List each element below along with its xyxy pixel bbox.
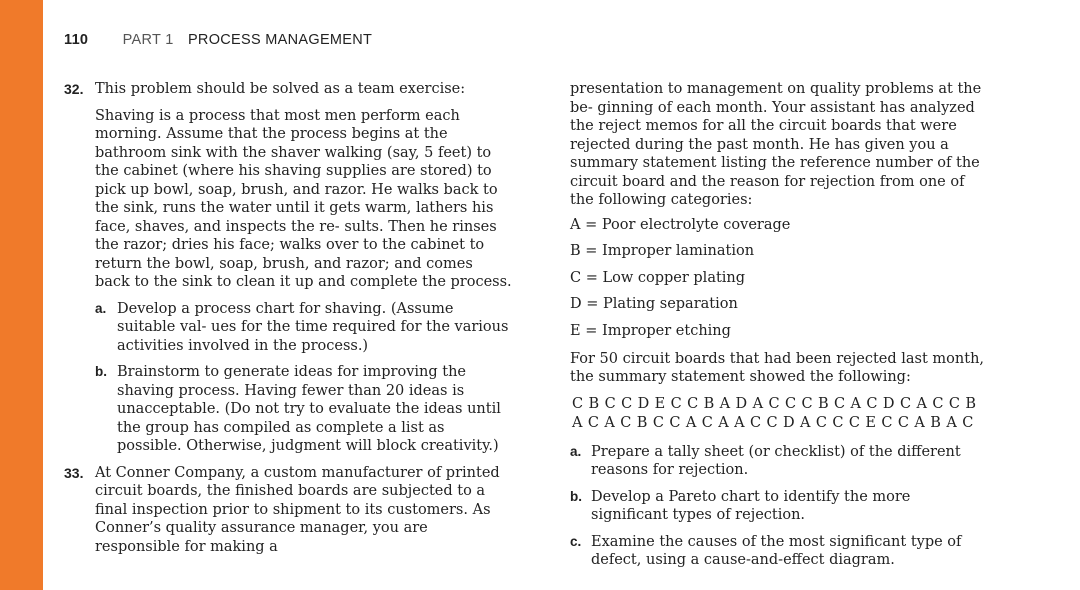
subquestion-a bbox=[570, 443, 990, 480]
page-header bbox=[64, 32, 372, 48]
category-item: C = Low copper plating bbox=[570, 269, 746, 286]
category-list bbox=[570, 216, 990, 344]
orange-margin-bar bbox=[0, 0, 43, 590]
left-column bbox=[64, 80, 512, 562]
problem-number: 33. bbox=[64, 464, 84, 481]
category-code: B bbox=[570, 243, 581, 259]
page-number: 110 bbox=[64, 32, 89, 48]
category-code: A bbox=[570, 216, 581, 233]
problem-intro: This problem should be solved as a team exercise: bbox=[95, 81, 466, 97]
subquestion-b bbox=[570, 488, 990, 525]
subquestion-label: b. bbox=[570, 488, 582, 504]
problem-body-left: At Conner Company, a custom manufacturer of printed circuit boards, the finished boards are subjected to a final inspection prior to shipment to its customers. As Conner’s quality assurance manager, you are responsible for making a bbox=[95, 464, 500, 555]
problem-32 bbox=[64, 80, 512, 456]
subquestion-a bbox=[95, 300, 512, 356]
category-item: D = Plating separation bbox=[570, 296, 738, 312]
subquestion-c bbox=[570, 533, 990, 570]
sequence-line-1: C B C C D E C C B A D A C C C B C A C D C A C C B bbox=[572, 395, 977, 412]
right-column bbox=[570, 80, 990, 578]
category-desc: Poor electrolyte coverage bbox=[601, 216, 791, 233]
subquestion-label: b. bbox=[95, 364, 107, 379]
part-title: PROCESS MANAGEMENT bbox=[187, 32, 373, 48]
part-label: PART 1 bbox=[122, 32, 174, 48]
category-code: D bbox=[570, 296, 582, 312]
subquestion-text: Brainstorm to generate ideas for improving the shaving process. Having fewer than 20 ideas is unacceptable. (Do not try to evaluate the ideas until the group has compiled as complete a list as possible. Otherwise, judgment will block creativity.) bbox=[117, 364, 501, 454]
category-desc: Plating separation bbox=[603, 296, 738, 312]
subquestion-text: Develop a process chart for shaving. (Assume suitable val- ues for the time required for the various activities involved in the process.) bbox=[117, 300, 509, 354]
problem-body-right: presentation to management on quality problems at the be- ginning of each month. Your assistant has analyzed the reject memos for all the circuit boards that were rejected during the past month. He has given you a summary statement listing the reference number of the circuit board and the reason for rejection from one of the following categories: bbox=[570, 81, 982, 208]
sequence-line-2: A C A C B C C A C A A C C D A C C C E C C A B A C bbox=[572, 414, 974, 431]
problem-number: 32. bbox=[64, 81, 84, 97]
category-code: C bbox=[570, 269, 582, 286]
summary-intro: For 50 circuit boards that had been rejected last month, the summary statement showed the following: bbox=[570, 350, 985, 385]
subquestion-label: a. bbox=[95, 300, 107, 316]
category-item: A = Poor electrolyte coverage bbox=[570, 216, 791, 233]
category-desc: Improper lamination bbox=[602, 243, 755, 259]
subquestion-label: c. bbox=[570, 533, 582, 549]
subquestion-text: Examine the causes of the most significant type of defect, using a cause-and-effect diagram. bbox=[591, 533, 962, 568]
category-item: E = Improper etching bbox=[570, 322, 731, 339]
subquestion-label: a. bbox=[570, 443, 582, 459]
category-item: B = Improper lamination bbox=[570, 243, 755, 259]
subquestion-b bbox=[95, 363, 512, 456]
category-desc: Improper etching bbox=[601, 322, 731, 339]
subquestion-text: Prepare a tally sheet (or checklist) of the different reasons for rejection. bbox=[591, 443, 961, 478]
problem-body: Shaving is a process that most men perform each morning. Assume that the process begins at the bathroom sink with the shaver walking (say, 5 feet) to the cabinet (where his shaving supplies are stored) to pick up bowl, soap, brush, and razor. He walks back to the sink, runs the water until it gets warm, lathers his face, shaves, and inspects the re- sults. Then he rinses the razor; dries his face; walks over to the cabinet to return the bowl, soap, brush, and razor; and comes back to the sink to clean it up and complete the process. bbox=[95, 107, 512, 290]
rejection-sequence bbox=[572, 395, 990, 433]
problem-33 bbox=[64, 464, 512, 557]
category-code: E bbox=[570, 322, 581, 339]
subquestion-text: Develop a Pareto chart to identify the more significant types of rejection. bbox=[591, 488, 911, 523]
category-desc: Low copper plating bbox=[602, 269, 746, 286]
subquestion-list bbox=[95, 300, 512, 456]
